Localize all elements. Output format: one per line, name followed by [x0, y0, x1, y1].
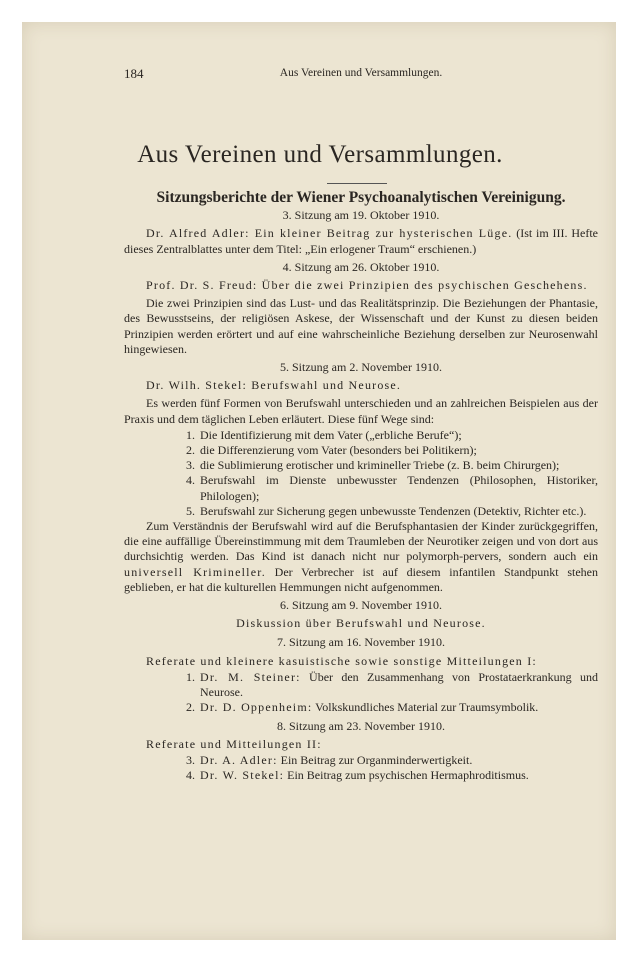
- list-item-number: 1.: [186, 669, 195, 684]
- list-item-text: Berufswahl zur Sicherung gegen unbewusste Tendenzen (Detektiv, Richter etc.).: [200, 503, 587, 518]
- section-title: Sitzungsberichte der Wiener Psychoanalytischen Vereinigung.: [156, 189, 566, 206]
- session-4-topic: Über die zwei Prinzipien des psychischen Geschehens.: [257, 278, 588, 293]
- page-number: 184: [124, 66, 144, 81]
- session-5-author: Dr. Wilh. Stekel:: [146, 378, 248, 393]
- list-item-text: [200, 670, 598, 700]
- career-forms-list: [124, 428, 598, 519]
- list-item: [186, 670, 598, 700]
- session-5-topic: Berufswahl und Neurose.: [247, 378, 402, 393]
- session-4-text: Die zwei Prinzipien sind das Lust- und das Realitätsprinzip. Die Beziehungen der Phantasie, des Bewusstseins, der religiösen Askese, der Wissenschaft und der Kunst zu diesen beiden Prinzipien werden erörtert und auf eine wahrscheinliche Beziehung derselben zur Neurosenwahl hingewiesen.: [124, 296, 598, 356]
- session-4-heading: 4. Sitzung am 26. Oktober 1910.: [282, 259, 440, 274]
- list-item-text: Die Identifizierung mit dem Vater („erbliche Berufe“);: [200, 427, 462, 442]
- list-item-text: die Sublimierung erotischer und krimineller Triebe (z. B. beim Chirurgen);: [200, 458, 560, 473]
- session-5-intro: Es werden fünf Formen von Berufswahl unterschieden und an zahlreichen Beispielen aus der Praxis und dem täglichen Leben erläutert. Diese fünf Wege sind:: [124, 396, 598, 426]
- session-5-title-paragraph: [124, 378, 598, 393]
- session-6-text: Diskussion über Berufswahl und Neurose.: [236, 616, 486, 631]
- list-item-text: [200, 768, 598, 783]
- session-5-heading: 5. Sitzung am 2. November 1910.: [280, 360, 442, 375]
- list-item-text: die Differenzierung vom Vater (besonders bei Politikern);: [200, 443, 477, 458]
- session-4-title-paragraph: [124, 278, 598, 293]
- session-7-intro: Referate und kleinere kasuistische sowie sonstige Mitteilungen I:: [146, 653, 537, 668]
- session-8-intro: Referate und Mitteilungen II:: [146, 736, 322, 751]
- running-title: Aus Vereinen und Versammlungen.: [279, 67, 443, 79]
- session-3-author: Dr. Alfred Adler:: [146, 226, 250, 241]
- list-item-title: Ein Beitrag zur Organminderwertigkeit.: [277, 752, 473, 767]
- list-item: [186, 428, 598, 443]
- list-item-title: Volkskundliches Material zur Traumsymbolik.: [312, 700, 539, 715]
- list-item-number: 3.: [186, 458, 195, 473]
- session-3-note: (Ist im III. Hefte dieses Zentralblattes unter dem Titel: „Ein erlogener Traum“ erschienen.): [124, 226, 598, 256]
- session-7-heading: 7. Sitzung am 16. November 1910.: [277, 635, 445, 650]
- session-3-topic: Ein kleiner Beitrag zur hysterischen Lüge.: [249, 226, 513, 241]
- list-item-text: [200, 753, 598, 768]
- main-title: Aus Vereinen und Versammlungen.: [137, 141, 503, 168]
- list-item-title: Ein Beitrag zum psychischen Hermaphroditismus.: [284, 768, 529, 783]
- list-item-number: 5.: [186, 503, 195, 518]
- list-item-author: Dr. A. Adler:: [200, 752, 278, 767]
- list-item: [186, 504, 598, 519]
- list-item-title: Über den Zusammenhang von Prostataerkrankung und Neurose.: [200, 669, 599, 700]
- list-item: [186, 700, 598, 715]
- list-item-number: 3.: [186, 752, 195, 767]
- title-rule: [327, 183, 387, 184]
- session-4-author: Prof. Dr. S. Freud:: [146, 278, 258, 293]
- list-item: [186, 443, 598, 458]
- session-5-closing: [124, 519, 598, 595]
- session-5-closing-a: Zum Verständnis der Berufswahl wird auf die Berufsphantasien der Kinder zurückgegriffen, die eine auffällige Übereinstimmung mit dem Traumleben der Neurotiker zeigen und von dort aus durchsichtig werden. Das Kind ist danach nicht nur polymorph-pervers, sondern auch ein: [124, 519, 598, 564]
- page-body: [124, 190, 598, 783]
- list-item-author: Dr. D. Oppenheim:: [200, 700, 313, 715]
- list-item-text: [200, 700, 598, 715]
- session-7-list: [124, 670, 598, 716]
- list-item-text: Berufswahl im Dienste unbewusster Tendenzen (Philosophen, Historiker, Philologen);: [200, 473, 598, 503]
- session-3-heading: 3. Sitzung am 19. Oktober 1910.: [282, 208, 440, 223]
- list-item-number: 2.: [186, 443, 195, 458]
- list-item-number: 4.: [186, 768, 195, 783]
- session-6-heading: 6. Sitzung am 9. November 1910.: [280, 598, 442, 613]
- list-item-number: 1.: [186, 427, 195, 442]
- list-item-number: 4.: [186, 473, 195, 488]
- session-5-closing-spaced: universell Krimineller.: [124, 564, 266, 579]
- list-item: [186, 458, 598, 473]
- list-item-author: Dr. W. Stekel:: [200, 768, 285, 783]
- list-item: [186, 473, 598, 503]
- list-item: [186, 753, 598, 768]
- session-5-closing-b: Der Verbrecher ist auf diesem infantilen Standpunkt stehen geblieben, er hat die kulturellen Hemmungen nicht aufgenommen.: [124, 564, 598, 594]
- list-item: [186, 768, 598, 783]
- session-3-paragraph: [124, 226, 598, 256]
- session-8-list: [124, 753, 598, 783]
- running-header: [124, 66, 598, 84]
- list-item-number: 2.: [186, 700, 195, 715]
- session-8-heading: 8. Sitzung am 23. November 1910.: [277, 718, 445, 733]
- list-item-author: Dr. M. Steiner:: [200, 669, 301, 684]
